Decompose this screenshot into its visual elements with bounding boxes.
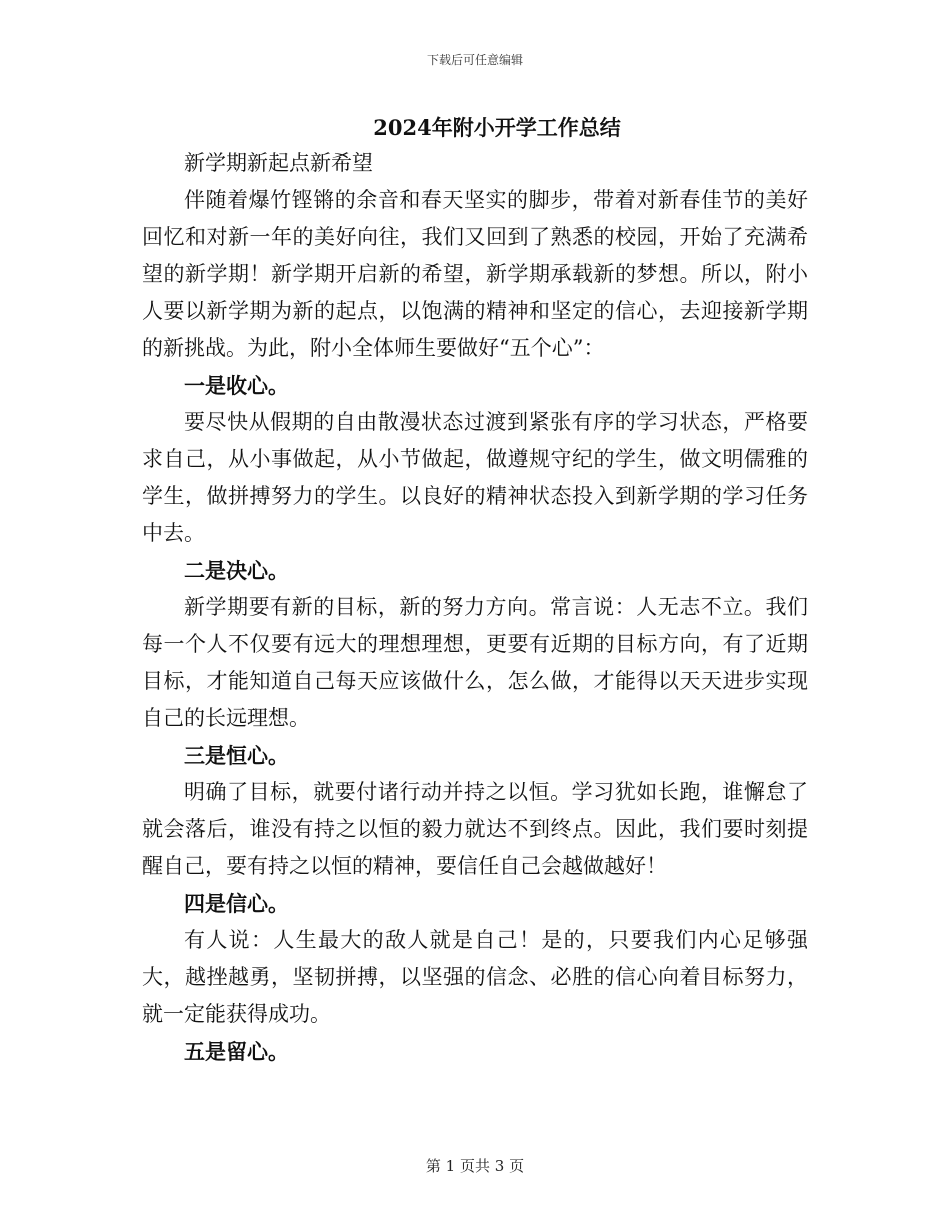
paragraph-intro: 伴随着爆竹铿锵的余音和春天坚实的脚步，带着对新春佳节的美好回忆和对新一年的美好向往，我们又回到了熟悉的校园，开始了充满希望的新学期！新学期开启新的希望，新学期承载新的梦想。所以，附小人要以新学期为新的起点，以饱满的精神和坚定的信心，去迎接新学期的新挑战。为此，附小全体师生要做好“五个心”：: [142, 188, 808, 360]
paragraph-section-4: 有人说：人生最大的敌人就是自己！是的，只要我们内心足够强大，越挫越勇，坚韧拼搏，以坚强的信念、必胜的信心向着目标努力，就一定能获得成功。: [142, 928, 808, 1026]
section-heading-2: 二是决心。: [184, 558, 289, 583]
document-body: [142, 145, 808, 1070]
paragraph-section-2: 新学期要有新的目标，新的努力方向。常言说：人无志不立。我们每一个人不仅要有远大的理想理想，更要有近期的目标方向，有了近期目标，才能知道自己每天应该做什么，怎么做，才能得以天天进步实现自己的长远理想。: [142, 595, 808, 730]
section-heading-3: 三是恒心。: [184, 743, 289, 768]
page-header-note: 下载后可任意编辑: [426, 53, 523, 67]
section-heading-1: 一是收心。: [184, 373, 289, 398]
paragraph-subtitle: 新学期新起点新希望: [184, 151, 373, 175]
document-title: 2024年附小开学工作总结: [373, 115, 621, 140]
page-number: 第 1 页共 3 页: [425, 1157, 525, 1175]
section-heading-4: 四是信心。: [184, 891, 289, 916]
paragraph-section-1: 要尽快从假期的自由散漫状态过渡到紧张有序的学习状态，严格要求自己，从小事做起，从小节做起，做遵规守纪的学生，做文明儒雅的学生，做拼搏努力的学生。以良好的精神状态投入到新学期的学习任务中去。: [142, 410, 808, 545]
paragraph-section-3: 明确了目标，就要付诸行动并持之以恒。学习犹如长跑，谁懈怠了就会落后，谁没有持之以恒的毅力就达不到终点。因此，我们要时刻提醒自己，要有持之以恒的精神，要信任自己会越做越好！: [142, 780, 808, 878]
section-heading-5: 五是留心。: [184, 1039, 289, 1064]
